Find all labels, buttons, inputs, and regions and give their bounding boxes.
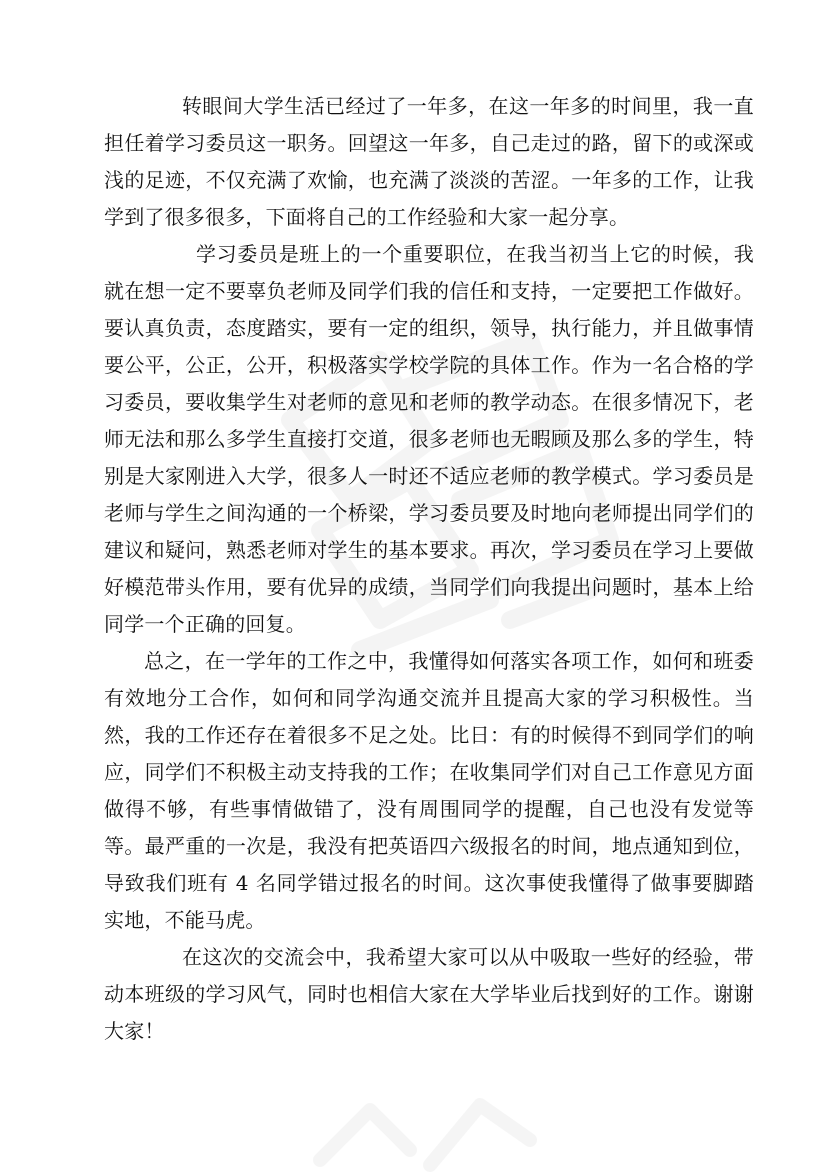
paragraph-1: 转眼间大学生活已经过了一年多，在这一年多的时间里，我一直担任着学习委员这一职务。回望这一年多，自己走过的路，留下的或深或浅的足迹，不仅充满了欢愉，也充满了淡淡的苦涩。一年多的工作，让我学到了很多很多，下面将自己的工作经验和大家一起分享。 [104, 94, 754, 229]
paragraph-4: 在这次的交流会中，我希望大家可以从中吸取一些好的经验，带动本班级的学习风气，同时也相信大家在大学毕业后找到好的工作。谢谢大家！ [104, 945, 754, 1043]
document-body [104, 88, 754, 1050]
watermark-fragment-icon [300, 1080, 560, 1174]
paragraph-2: 学习委员是班上的一个重要职位，在我当初当上它的时候，我就在想一定不要辜负老师及同学们我的信任和支持，一定要把工作做好。要认真负责，态度踏实，要有一定的组织，领导，执行能力，并且做事情要公平，公正，公开，积极落实学校学院的具体工作。作为一名合格的学习委员，要收集学生对老师的意见和老师的教学动态。在很多情况下，老师无法和那么多学生直接打交道，很多老师也无暇顾及那么多的学生，特别是大家刚进入大学，很多人一时还不适应老师的教学模式。学习委员是老师与学生之间沟通的一个桥梁，学习委员要及时地向老师提出同学们的建议和疑问，熟悉老师对学生的基本要求。再次，学习委员在学习上要做好模范带头作用，要有优异的成绩，当同学们向我提出问题时，基本上给同学一个正确的回复。 [104, 242, 754, 636]
paragraph-3: 总之，在一学年的工作之中，我懂得如何落实各项工作，如何和班委有效地分工合作，如何和同学沟通交流并且提高大家的学习积极性。当然，我的工作还存在着很多不足之处。比日：有的时候得不到同学们的响应，同学们不积极主动支持我的工作；在收集同学们对自己工作意见方面做得不够，有些事情做错了，没有周围同学的提醒，自己也没有发觉等等。最严重的一次是，我没有把英语四六级报名的时间，地点通知到位，导致我们班有 4 名同学错过报名的时间。这次事使我懂得了做事要脚踏实地，不能马虎。 [104, 649, 754, 932]
